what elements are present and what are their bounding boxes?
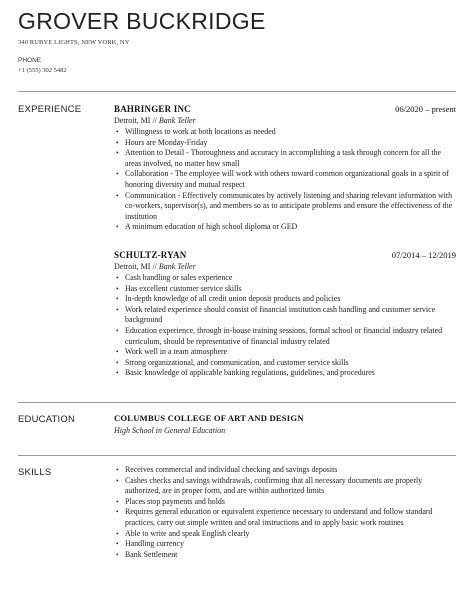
- list-item: • Requires general education or equivalent experience necessary to understand and follow standard practices, carry out simple written and oral instructions and to apply basic work routines: [125, 507, 456, 528]
- school-name: COLUMBUS COLLEGE OF ART AND DESIGN: [114, 413, 304, 423]
- list-item: • Receives commercial and individual checking and savings deposits: [125, 465, 456, 476]
- skills-list: [114, 465, 456, 560]
- resume-header: [18, 8, 266, 46]
- list-item: • Strong organizational, and communication, and customer service skills: [125, 358, 456, 369]
- candidate-name: GROVER BUCKRIDGE: [18, 8, 266, 34]
- list-item: • A minimum education of high school diploma or GED: [125, 222, 456, 233]
- phone-number: +1 (555) 302 5482: [18, 67, 67, 74]
- list-item: • Work related experience should consist of financial institution cash handling and customer service background: [125, 305, 456, 326]
- job-dates: 07/2014 – 12/2019: [391, 250, 456, 260]
- job-header: [114, 250, 456, 260]
- list-item: • Work well in a team atmosphere: [125, 347, 456, 358]
- list-item: • Has excellent customer service skills: [125, 284, 456, 295]
- job-bullets: [114, 127, 456, 233]
- job-dates: 06/2020 – present: [395, 104, 456, 114]
- job-city: Detroit, MI //: [114, 116, 159, 125]
- job-role: Bank Teller: [158, 116, 196, 125]
- list-item: • Handling currency: [125, 539, 456, 550]
- candidate-address: 340 RUBYE LIGHTS, NEW YORK, NY: [18, 39, 130, 46]
- list-item: • Willingness to work at both locations as needed: [125, 127, 456, 138]
- list-item: • Hours are Monday-Friday: [125, 138, 456, 149]
- section-divider: [18, 91, 456, 92]
- section-divider: [18, 455, 456, 456]
- job-header: [114, 104, 456, 114]
- experience-entry: [114, 250, 456, 379]
- list-item: • Basic knowledge of applicable banking regulations, guidelines, and procedures: [125, 368, 456, 379]
- job-role: Bank Teller: [158, 262, 196, 271]
- list-item: • In-depth knowledge of all credit union deposit products and policies: [125, 294, 456, 305]
- list-item: • Cash handling or sales experience: [125, 273, 456, 284]
- degree: High School in General Education: [114, 426, 226, 435]
- company-name: SCHULTZ-RYAN: [114, 250, 187, 260]
- list-item: • Places stop payments and holds: [125, 497, 456, 508]
- education-entry: [114, 413, 456, 435]
- list-item: • Able to write and speak English clearly: [125, 529, 456, 540]
- list-item: • Attention to Detail - Thoroughness and accuracy in accomplishing a task through concern for all the areas involved, no matter how small: [125, 148, 456, 169]
- company-name: BAHRINGER INC: [114, 104, 191, 114]
- list-item: • Education experience, through in-house training sessions, formal school or financial industry related curriculum, should be representative of financial industry related: [125, 326, 456, 347]
- list-item: • Communication - Effectively communicates by actively listening and sharing relevant information with co-workers, supervisor(s), and members so as to anticipate problems and ensure the effectiveness of the institution: [125, 191, 456, 223]
- list-item: • Bank Settlement: [125, 550, 456, 561]
- education-section-title: EDUCATION: [18, 414, 76, 425]
- experience-entry: [114, 104, 456, 233]
- skills-entry: [114, 465, 456, 560]
- section-divider: [18, 402, 456, 403]
- list-item: • Collaboration - The employee will work with others toward common organizational goals in a spirit of honoring diversity and mutual respect: [125, 169, 456, 190]
- skills-section-title: SKILLS: [18, 467, 52, 478]
- job-city: Detroit, MI //: [114, 262, 159, 271]
- job-location: [114, 262, 456, 271]
- list-item: • Cashes checks and savings withdrawals, confirming that all necessary documents are properly authorized, are in proper form, and are within authorized limits: [125, 476, 456, 497]
- job-bullets: [114, 273, 456, 379]
- job-location: [114, 116, 456, 125]
- phone-label: PHONE: [18, 57, 42, 64]
- experience-section-title: EXPERIENCE: [18, 104, 82, 115]
